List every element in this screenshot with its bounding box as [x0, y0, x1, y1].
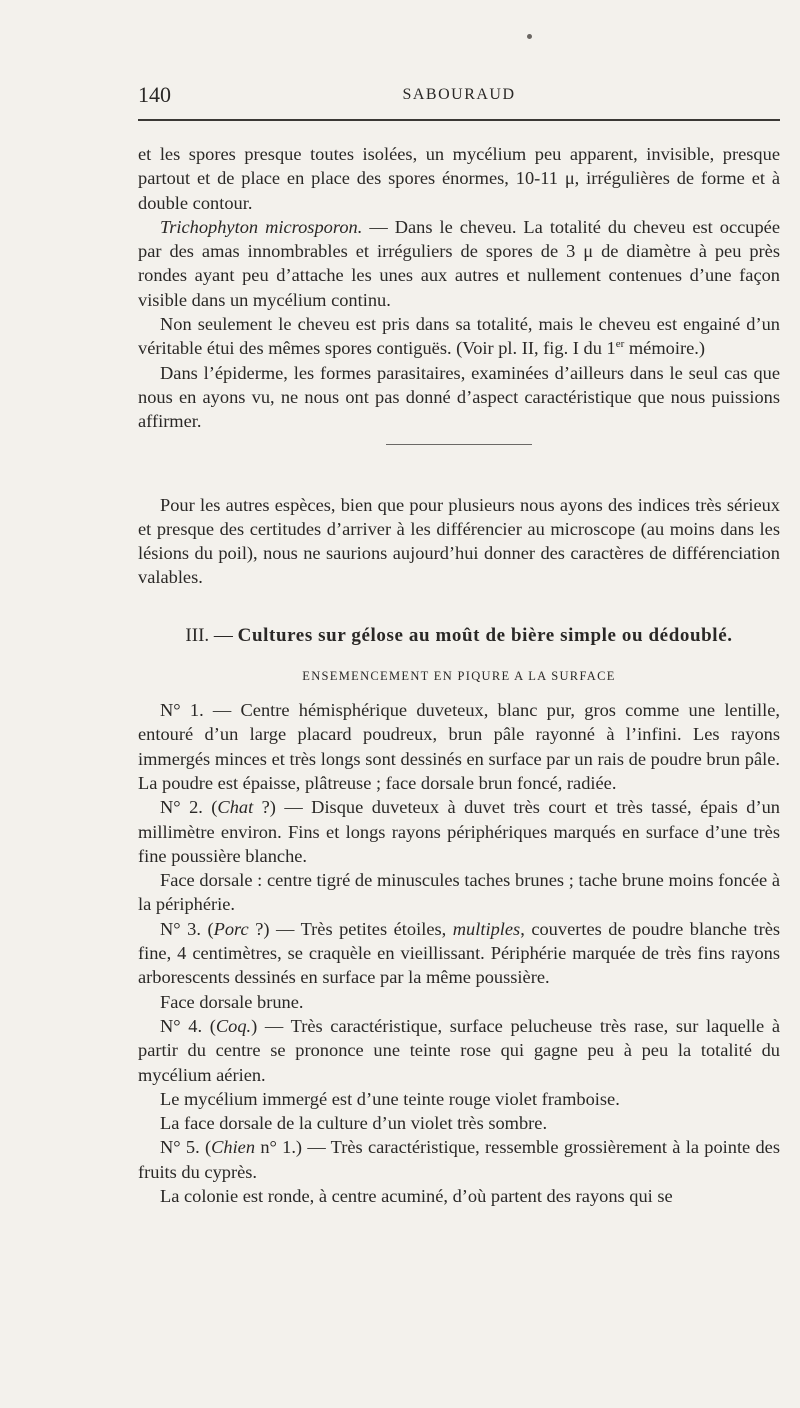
entry-no4 [138, 1014, 780, 1087]
page-body [138, 142, 780, 1208]
host-name: Chat [217, 797, 254, 818]
section-heading [138, 624, 780, 648]
paragraph-text-end: mémoire.) [624, 338, 705, 359]
paragraph-microsporon [138, 215, 780, 312]
entry-lead: N° 4. ( [160, 1015, 216, 1036]
entry-no3 [138, 917, 780, 990]
entry-lead: N° 2. ( [160, 797, 218, 818]
running-title: SABOURAUD [402, 86, 516, 103]
paragraph-epiderme: Dans l’épiderme, les formes parasitaires, examinées d’ailleurs dans le seul cas que nous en ayons vu, ne nous ont pas donné d’aspect caractéristique que nous puissions affirmer. [138, 362, 780, 432]
entry-no4-dorsal: La face dorsale de la culture d’un violet très sombre. [160, 1113, 548, 1134]
entry-lead: N° 5. ( [160, 1137, 212, 1158]
subheading: ENSEMENCEMENT EN PIQURE A LA SURFACE [302, 668, 616, 683]
entry-no2-dorsal: Face dorsale : centre tigré de minuscules taches brunes ; tache brune moins foncée à la périphérie. [138, 870, 780, 915]
entry-no4-immerge: Le mycélium immergé est d’une teinte rouge violet framboise. [160, 1088, 620, 1109]
header-rule [138, 119, 780, 121]
paragraph-autres-especes: Pour les autres espèces, bien que pour plusieurs nous ayons des indices très sérieux et presque des certitudes d’arriver à les différencier au microscope (au moins dans les lésions du poil), nous ne saurions aujourd’hui donner des caractères de différenciation valables. [138, 494, 780, 588]
host-name: Chien [211, 1137, 256, 1158]
host-name: Porc [213, 918, 249, 939]
entry-no1: N° 1. — Centre hémisphérique duveteux, blanc pur, gros comme une lentille, entouré d’un large placard poudreux, brun pâle rayonné à l’infini. Les rayons immergés minces et très longs sont dessinés en surface par un rais de poudre brun pâle. La poudre est épaisse, plâtreuse ; face dorsale brun foncé, radiée. [138, 700, 780, 793]
emphasis: multiples [452, 918, 521, 939]
entry-lead: N° 3. ( [160, 918, 214, 939]
entry-no5-colonie: La colonie est ronde, à centre acuminé, d’où partent des rayons qui se [160, 1185, 673, 1206]
entry-text: ?) — Disque duveteux à duvet très court et très tassé, épais d’un millimètre environ. Fins et longs rayons périphériques marqués en surface d’une très fine poussière blanche. [138, 797, 780, 866]
paragraph-text: Non seulement le cheveu est pris dans sa totalité, mais le cheveu est engainé d’un véritable étui des mêmes spores contiguës. (Voir pl. II, fig. I du 1 [138, 314, 780, 359]
entry-text: n° 1.) — Très caractéristique, ressemble grossièrement à la pointe des fruits du cyprès. [138, 1137, 781, 1182]
entry-no3-dorsal: Face dorsale brune. [160, 991, 304, 1012]
page-number: 140 [138, 82, 171, 107]
paragraph-continued: et les spores presque toutes isolées, un mycélium peu apparent, invisible, presque partout et de place en place des spores énormes, 10-11 μ, irrégulières de forme et à double contour. [138, 144, 780, 213]
paragraph-cheveu [138, 312, 780, 361]
superscript: er [615, 338, 625, 351]
entry-text: ) — Très caractéristique, surface pelucheuse très rase, sur laquelle à partir du centre se prononce une teinte rose qui gagne peu à peu la totalité du mycélium aérien. [138, 1015, 781, 1085]
separator-rule [386, 444, 532, 445]
entry-text: ?) — Très petites étoiles, [248, 918, 453, 939]
section-title: Cultures sur gélose au moût de bière simple ou dédoublé. [237, 624, 733, 646]
host-name: Coq. [215, 1015, 252, 1036]
section-numeral: III. — [185, 624, 238, 646]
species-name: Trichophyton microsporon. [160, 216, 363, 237]
page-header [138, 82, 780, 112]
entry-no2 [138, 795, 780, 868]
entry-text-end: , couvertes de poudre blanche très fine, 4 centimètres, se craquèle en vieillissant. Périphérie marquée de très fins rayons arborescents dessinés en surface par la même poussière. [138, 918, 781, 988]
paragraph-text: — Dans le cheveu. La totalité du cheveu est occupée par des amas innombrables et irréguliers de spores de 3 μ de diamètre à peu près rondes ayant peu d’attache les unes aux autres et nullement contenues d’une façon visible dans un mycélium continu. [138, 216, 781, 310]
entry-no5 [138, 1135, 780, 1184]
ink-speck [527, 34, 532, 39]
